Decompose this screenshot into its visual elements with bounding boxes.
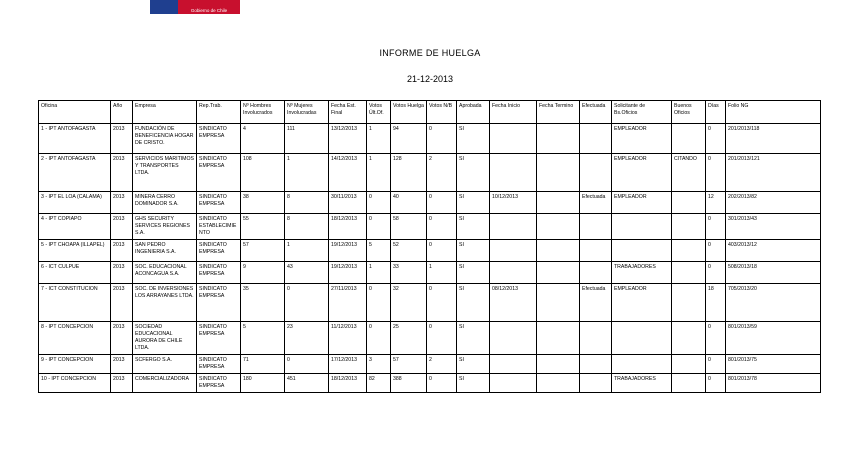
table-row: [39, 124, 821, 154]
table-cell: COMERCIALIZADORA: [133, 374, 197, 393]
table-cell: SI: [457, 240, 490, 262]
table-cell: SI: [457, 192, 490, 214]
table-cell: 1: [367, 124, 391, 154]
table-cell: 0: [427, 214, 457, 240]
table-cell: SI: [457, 322, 490, 355]
table-cell: 1: [427, 262, 457, 284]
table-row: [39, 262, 821, 284]
table-cell: 18/12/2013: [329, 214, 367, 240]
table-cell: [490, 154, 537, 192]
table-cell: SI: [457, 154, 490, 192]
table-cell: 0: [427, 240, 457, 262]
table-cell: 128: [391, 154, 427, 192]
table-cell: [490, 355, 537, 374]
table-cell: 0: [706, 262, 726, 284]
table-cell: 2: [427, 355, 457, 374]
column-header: Oficina: [39, 101, 111, 124]
table-cell: 801/2013/75: [726, 355, 821, 374]
table-cell: [490, 240, 537, 262]
table-cell: 4: [241, 124, 285, 154]
table-cell: 8: [285, 192, 329, 214]
table-cell: 08/12/2013: [490, 284, 537, 322]
table-cell: [672, 192, 706, 214]
table-cell: 0: [706, 154, 726, 192]
table-cell: [537, 124, 580, 154]
table-cell: 17/12/2013: [329, 355, 367, 374]
strike-report-table: [38, 100, 821, 393]
table-cell: 9: [241, 262, 285, 284]
table-cell: [672, 355, 706, 374]
table-cell: 1: [285, 154, 329, 192]
table-cell: 9 - IPT CONCEPCION: [39, 355, 111, 374]
table-cell: 3 - IPT EL LOA (CALAMA): [39, 192, 111, 214]
table-cell: [537, 284, 580, 322]
table-cell: 1: [367, 262, 391, 284]
table-cell: SAN PEDRO INGENIERIA S.A.: [133, 240, 197, 262]
logo-text: Gobierno de Chile: [178, 0, 240, 14]
column-header: Votos N/B: [427, 101, 457, 124]
column-header: Folio NG: [726, 101, 821, 124]
gobierno-logo: [150, 0, 240, 14]
table-cell: CITANDO: [672, 154, 706, 192]
table-cell: 0: [706, 355, 726, 374]
table-cell: 11/12/2013: [329, 322, 367, 355]
table-cell: 0: [427, 322, 457, 355]
table-cell: 2013: [111, 154, 133, 192]
table-cell: 35: [241, 284, 285, 322]
table-cell: 18: [706, 284, 726, 322]
table-cell: 14/12/2013: [329, 154, 367, 192]
table-cell: 0: [427, 284, 457, 322]
table-cell: SI: [457, 284, 490, 322]
table-cell: [537, 322, 580, 355]
table-cell: 38: [241, 192, 285, 214]
table-cell: 7 - ICT CONSTITUCION: [39, 284, 111, 322]
table-cell: [490, 124, 537, 154]
table-cell: 2013: [111, 322, 133, 355]
table-cell: 1 - IPT ANTOFAGASTA: [39, 124, 111, 154]
table-cell: 94: [391, 124, 427, 154]
table-cell: 2013: [111, 284, 133, 322]
table-cell: [490, 214, 537, 240]
table-cell: [537, 262, 580, 284]
logo-flag-block: [150, 0, 178, 14]
table-cell: 82: [367, 374, 391, 393]
table-cell: 12: [706, 192, 726, 214]
table-cell: 108: [241, 154, 285, 192]
table-row: [39, 374, 821, 393]
table-cell: 0: [285, 284, 329, 322]
table-cell: EMPLEADOR: [612, 192, 672, 214]
table-cell: SINDICATO EMPRESA: [197, 240, 241, 262]
table-cell: 19/12/2013: [329, 240, 367, 262]
table-cell: [537, 240, 580, 262]
table-cell: 55: [241, 214, 285, 240]
table-cell: [612, 240, 672, 262]
table-cell: [580, 154, 612, 192]
table-cell: 18/12/2013: [329, 374, 367, 393]
table-cell: 0: [367, 322, 391, 355]
table-cell: 58: [391, 214, 427, 240]
column-header: Nº Hombres Involucrados: [241, 101, 285, 124]
table-cell: 0: [367, 214, 391, 240]
table-cell: SOC. EDUCACIONAL ACONCAGUA S.A.: [133, 262, 197, 284]
table-cell: 43: [285, 262, 329, 284]
table-cell: 705/2013/20: [726, 284, 821, 322]
table-cell: 0: [367, 284, 391, 322]
table-cell: [612, 322, 672, 355]
table-cell: 2013: [111, 124, 133, 154]
table-cell: 57: [391, 355, 427, 374]
table-cell: 1: [367, 154, 391, 192]
table-cell: 2 - IPT ANTOFAGASTA: [39, 154, 111, 192]
table-cell: 8: [285, 214, 329, 240]
table-row: [39, 214, 821, 240]
table-cell: Efectuada: [580, 284, 612, 322]
table-cell: 508/2013/18: [726, 262, 821, 284]
table-cell: 5: [241, 322, 285, 355]
table-cell: 13/12/2013: [329, 124, 367, 154]
table-cell: 201/2013/121: [726, 154, 821, 192]
table-cell: 0: [427, 374, 457, 393]
table-cell: 801/2013/59: [726, 322, 821, 355]
table-cell: 388: [391, 374, 427, 393]
column-header: Empresa: [133, 101, 197, 124]
table-cell: 801/2013/78: [726, 374, 821, 393]
table-cell: 2013: [111, 374, 133, 393]
table-cell: [612, 214, 672, 240]
table-cell: 0: [285, 355, 329, 374]
table-cell: [580, 322, 612, 355]
table-row: [39, 240, 821, 262]
column-header: Fecha Inicio: [490, 101, 537, 124]
table-cell: SINDICATO EMPRESA: [197, 192, 241, 214]
table-cell: 33: [391, 262, 427, 284]
table-row: [39, 284, 821, 322]
column-header: Buenos Oficios: [672, 101, 706, 124]
table-cell: 10/12/2013: [490, 192, 537, 214]
column-header: Aprobada: [457, 101, 490, 124]
table-cell: [490, 374, 537, 393]
table-cell: [580, 355, 612, 374]
table-cell: SOC. DE INVERSIONES LOS ARRAYANES LTDA.: [133, 284, 197, 322]
table-row: [39, 192, 821, 214]
table-cell: [672, 322, 706, 355]
table-cell: 8 - IPT CONCEPCION: [39, 322, 111, 355]
table-cell: 201/2013/118: [726, 124, 821, 154]
table-cell: SINDICATO EMPRESA: [197, 154, 241, 192]
table-cell: 0: [427, 124, 457, 154]
table-cell: FUNDACIÓN DE BENEFICENCIA HOGAR DE CRISTO.: [133, 124, 197, 154]
table-cell: SI: [457, 262, 490, 284]
table-cell: 2013: [111, 262, 133, 284]
table-cell: 3: [367, 355, 391, 374]
column-header: Votos Últ.Of.: [367, 101, 391, 124]
table-cell: SINDICATO ESTABLECIMIENTO: [197, 214, 241, 240]
table-cell: 2013: [111, 214, 133, 240]
table-cell: SCFERGO S.A.: [133, 355, 197, 374]
table-cell: SINDICATO EMPRESA: [197, 124, 241, 154]
table-cell: SINDICATO EMPRESA: [197, 322, 241, 355]
table-cell: 111: [285, 124, 329, 154]
table-cell: 19/12/2013: [329, 262, 367, 284]
column-header: Nº Mujeres Involucradas: [285, 101, 329, 124]
table-cell: 202/2013/82: [726, 192, 821, 214]
table-cell: 40: [391, 192, 427, 214]
table-cell: [537, 154, 580, 192]
table-cell: [490, 322, 537, 355]
table-cell: [537, 214, 580, 240]
table-cell: 451: [285, 374, 329, 393]
table-cell: SI: [457, 374, 490, 393]
column-header: Solicitante de Bs.Oficios: [612, 101, 672, 124]
table-cell: 2013: [111, 355, 133, 374]
table-body: [39, 124, 821, 393]
table-cell: 10 - IPT CONCEPCION: [39, 374, 111, 393]
report-title: INFORME DE HUELGA: [379, 48, 481, 58]
table-cell: TRABAJADORES: [612, 262, 672, 284]
table-cell: 0: [706, 374, 726, 393]
table-row: [39, 322, 821, 355]
table-cell: [537, 374, 580, 393]
table-cell: 4 - IPT COPIAPO: [39, 214, 111, 240]
report-date: 21-12-2013: [406, 74, 454, 84]
table-cell: 6 - ICT CULPUE: [39, 262, 111, 284]
column-header: Año: [111, 101, 133, 124]
table-cell: EMPLEADOR: [612, 124, 672, 154]
table-row: [39, 154, 821, 192]
table-cell: [672, 262, 706, 284]
table-cell: 2013: [111, 240, 133, 262]
table-cell: 1: [285, 240, 329, 262]
table-cell: 180: [241, 374, 285, 393]
table-cell: [537, 355, 580, 374]
table-cell: 23: [285, 322, 329, 355]
table-cell: [490, 262, 537, 284]
table-cell: [672, 124, 706, 154]
table-cell: 0: [706, 214, 726, 240]
table-cell: 0: [367, 192, 391, 214]
table-cell: 71: [241, 355, 285, 374]
table-cell: Efectuada: [580, 192, 612, 214]
table-cell: 52: [391, 240, 427, 262]
table-cell: 0: [706, 322, 726, 355]
table-cell: 0: [706, 240, 726, 262]
table-cell: 27/11/2013: [329, 284, 367, 322]
table-cell: [672, 240, 706, 262]
table-cell: [672, 284, 706, 322]
table-cell: 5 - IPT CHOAPA (ILLAPEL): [39, 240, 111, 262]
table-cell: 5: [367, 240, 391, 262]
table-row: [39, 355, 821, 374]
column-header: Rep.Trab.: [197, 101, 241, 124]
table-cell: [580, 124, 612, 154]
table-cell: [537, 192, 580, 214]
table-cell: SINDICATO EMPRESA: [197, 355, 241, 374]
table-cell: 0: [706, 124, 726, 154]
table-cell: 2013: [111, 192, 133, 214]
table-cell: 2: [427, 154, 457, 192]
column-header: Fecha Est. Final: [329, 101, 367, 124]
table-cell: TRABAJADORES: [612, 374, 672, 393]
table-cell: [580, 240, 612, 262]
table-cell: [580, 262, 612, 284]
table-cell: SI: [457, 214, 490, 240]
table-header-row: [39, 101, 821, 124]
table-cell: SI: [457, 355, 490, 374]
table-cell: 30/11/2013: [329, 192, 367, 214]
table-cell: 25: [391, 322, 427, 355]
table-cell: SINDICATO EMPRESA: [197, 262, 241, 284]
table-cell: [580, 214, 612, 240]
table-cell: SOCIEDAD EDUCACIONAL AURORA DE CHILE LTDA.: [133, 322, 197, 355]
table-cell: [580, 374, 612, 393]
table-cell: [672, 214, 706, 240]
table-cell: EMPLEADOR: [612, 284, 672, 322]
table-cell: 0: [427, 192, 457, 214]
table-cell: MINERA CERRO DOMINADOR S.A.: [133, 192, 197, 214]
table-cell: 301/2013/43: [726, 214, 821, 240]
table-cell: SINDICATO EMPRESA: [197, 284, 241, 322]
table-cell: 57: [241, 240, 285, 262]
table-cell: SINDICATO EMPRESA: [197, 374, 241, 393]
table-cell: [612, 355, 672, 374]
column-header: Votos Huelga: [391, 101, 427, 124]
column-header: Efectuada: [580, 101, 612, 124]
table-cell: SI: [457, 124, 490, 154]
column-header: Fecha Termino: [537, 101, 580, 124]
column-header: Días: [706, 101, 726, 124]
table-cell: 32: [391, 284, 427, 322]
table-cell: SERVICIOS MARITIMOS Y TRANSPORTES LTDA.: [133, 154, 197, 192]
table-cell: GHS SECURITY SERVICES REGIONES S.A.: [133, 214, 197, 240]
table-cell: EMPLEADOR: [612, 154, 672, 192]
table-cell: [672, 374, 706, 393]
table-cell: 403/2013/12: [726, 240, 821, 262]
